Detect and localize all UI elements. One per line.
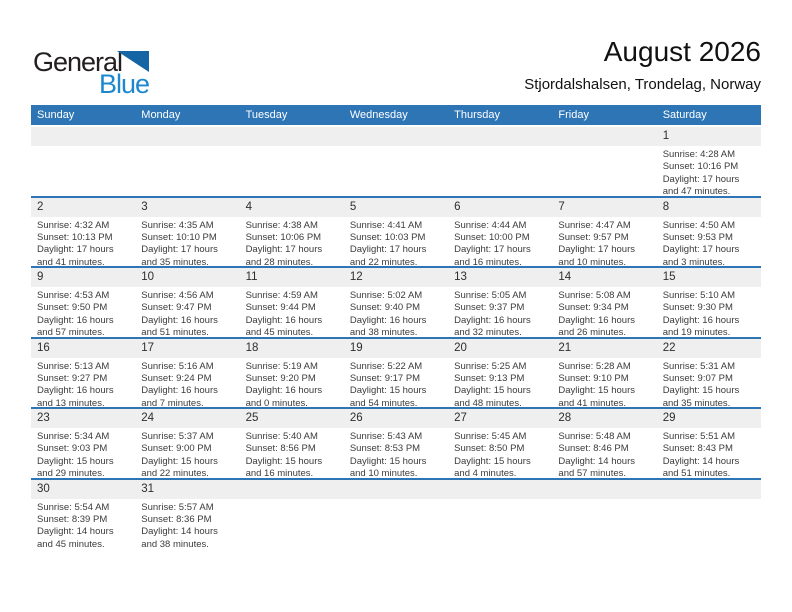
day-details bbox=[31, 217, 135, 267]
daylight-hours-text: Daylight: 15 hours bbox=[558, 385, 635, 397]
day-number: 16 bbox=[31, 339, 135, 358]
sunset-text: Sunset: 9:00 PM bbox=[141, 443, 212, 455]
day-details bbox=[135, 287, 239, 337]
daylight-minutes-text: and 38 minutes. bbox=[349, 327, 418, 337]
sunrise-text: Sunrise: 4:59 AM bbox=[245, 290, 318, 301]
title-block bbox=[524, 36, 761, 93]
empty-day-cell bbox=[344, 127, 448, 196]
weekday-label-saturday: Saturday bbox=[662, 109, 707, 121]
sunrise-text: Sunrise: 5:57 AM bbox=[141, 501, 214, 513]
day-number: 19 bbox=[344, 339, 448, 358]
day-number: 11 bbox=[240, 268, 344, 287]
daylight-minutes-text: and 7 minutes. bbox=[141, 397, 204, 407]
sunset-text: Sunset: 9:50 PM bbox=[37, 302, 108, 314]
day-number: 9 bbox=[31, 268, 135, 287]
month-title: August 2026 bbox=[603, 36, 761, 67]
daylight-minutes-text: and 10 minutes. bbox=[558, 256, 627, 266]
day-details bbox=[657, 287, 761, 337]
sunrise-text: Sunrise: 4:41 AM bbox=[349, 219, 423, 231]
daylight-hours-text: Daylight: 15 hours bbox=[454, 385, 531, 397]
empty-day-cell bbox=[657, 480, 761, 549]
daylight-minutes-text: and 38 minutes. bbox=[141, 538, 209, 548]
daylight-minutes-text: and 35 minutes. bbox=[662, 397, 731, 407]
day-details bbox=[135, 358, 239, 408]
sunrise-text: Sunrise: 5:34 AM bbox=[37, 431, 110, 442]
sunrise-text: Sunrise: 4:50 AM bbox=[662, 219, 736, 231]
daylight-hours-text: Daylight: 17 hours bbox=[245, 244, 323, 256]
sunset-text: Sunset: 9:37 PM bbox=[454, 302, 525, 314]
day-number: 5 bbox=[344, 198, 448, 217]
daylight-hours-text: Daylight: 16 hours bbox=[558, 314, 635, 326]
sunrise-text: Sunrise: 5:05 AM bbox=[454, 290, 527, 301]
sunset-text: Sunset: 8:50 PM bbox=[454, 443, 525, 455]
sunrise-text: Sunrise: 5:40 AM bbox=[245, 431, 318, 442]
week-row bbox=[31, 407, 761, 478]
day-details bbox=[135, 428, 239, 478]
day-number bbox=[135, 127, 239, 146]
sunrise-text: Sunrise: 4:38 AM bbox=[245, 219, 318, 231]
sunrise-text: Sunrise: 4:28 AM bbox=[662, 149, 736, 160]
day-details bbox=[448, 287, 552, 337]
day-number: 17 bbox=[135, 339, 239, 358]
weekday-label-monday: Monday bbox=[141, 109, 181, 121]
day-cell bbox=[31, 339, 135, 408]
daylight-hours-text: Daylight: 15 hours bbox=[245, 455, 323, 467]
daylight-hours-text: Daylight: 17 hours bbox=[662, 173, 740, 185]
day-details bbox=[344, 358, 448, 408]
daylight-hours-text: Daylight: 15 hours bbox=[454, 455, 531, 467]
day-details bbox=[552, 217, 656, 267]
day-number: 14 bbox=[552, 268, 656, 287]
day-number bbox=[552, 480, 656, 499]
day-number: 18 bbox=[240, 339, 344, 358]
day-number: 13 bbox=[448, 268, 552, 287]
day-cell bbox=[31, 198, 135, 267]
sunrise-text: Sunrise: 5:31 AM bbox=[662, 360, 736, 372]
daylight-minutes-text: and 28 minutes. bbox=[245, 256, 314, 266]
day-details bbox=[240, 287, 344, 337]
day-cell bbox=[448, 198, 552, 267]
week-row bbox=[31, 196, 761, 267]
daylight-minutes-text: and 45 minutes. bbox=[37, 538, 105, 548]
day-number: 1 bbox=[657, 127, 761, 146]
sunset-text: Sunset: 9:47 PM bbox=[141, 302, 212, 314]
sunset-text: Sunset: 9:27 PM bbox=[37, 372, 108, 384]
empty-day-cell bbox=[240, 480, 344, 549]
day-number bbox=[344, 480, 448, 499]
day-details bbox=[344, 287, 448, 337]
daylight-hours-text: Daylight: 15 hours bbox=[37, 455, 114, 467]
day-cell bbox=[448, 339, 552, 408]
sunset-text: Sunset: 9:03 PM bbox=[37, 443, 108, 455]
daylight-hours-text: Daylight: 16 hours bbox=[454, 314, 531, 326]
day-number: 29 bbox=[657, 409, 761, 428]
sunset-text: Sunset: 8:53 PM bbox=[349, 443, 421, 455]
sunrise-text: Sunrise: 4:47 AM bbox=[558, 219, 631, 231]
week-row bbox=[31, 337, 761, 408]
sunset-text: Sunset: 9:40 PM bbox=[349, 302, 421, 314]
sunrise-text: Sunrise: 5:02 AM bbox=[349, 290, 423, 301]
sunrise-text: Sunrise: 5:16 AM bbox=[141, 360, 214, 372]
daylight-minutes-text: and 0 minutes. bbox=[245, 397, 308, 407]
day-details bbox=[657, 217, 761, 267]
day-number: 7 bbox=[552, 198, 656, 217]
sunrise-text: Sunrise: 5:48 AM bbox=[558, 431, 631, 442]
daylight-hours-text: Daylight: 17 hours bbox=[37, 244, 114, 256]
daylight-minutes-text: and 29 minutes. bbox=[37, 468, 105, 478]
weekday-label-tuesday: Tuesday bbox=[245, 109, 288, 121]
day-details bbox=[31, 287, 135, 337]
daylight-minutes-text: and 51 minutes. bbox=[141, 327, 209, 337]
day-details bbox=[657, 358, 761, 408]
day-number: 25 bbox=[240, 409, 344, 428]
sunrise-text: Sunrise: 5:37 AM bbox=[141, 431, 214, 442]
day-details bbox=[240, 428, 344, 478]
sunrise-text: Sunrise: 5:13 AM bbox=[37, 360, 110, 372]
calendar-grid bbox=[31, 105, 761, 548]
day-number: 6 bbox=[448, 198, 552, 217]
sunrise-text: Sunrise: 5:51 AM bbox=[662, 431, 736, 442]
daylight-hours-text: Daylight: 15 hours bbox=[349, 385, 427, 397]
day-cell bbox=[657, 127, 761, 196]
day-number bbox=[240, 127, 344, 146]
sunset-text: Sunset: 9:17 PM bbox=[349, 372, 421, 384]
daylight-minutes-text: and 4 minutes. bbox=[454, 468, 517, 478]
day-cell bbox=[344, 198, 448, 267]
sunset-text: Sunset: 9:07 PM bbox=[662, 372, 733, 384]
sunrise-text: Sunrise: 5:22 AM bbox=[349, 360, 423, 372]
day-cell bbox=[657, 339, 761, 408]
daylight-minutes-text: and 41 minutes. bbox=[37, 256, 105, 266]
day-number bbox=[552, 127, 656, 146]
daylight-minutes-text: and 22 minutes. bbox=[349, 256, 418, 266]
daylight-minutes-text: and 19 minutes. bbox=[662, 327, 731, 337]
day-cell bbox=[240, 198, 344, 267]
day-cell bbox=[344, 268, 448, 337]
sunset-text: Sunset: 9:34 PM bbox=[558, 302, 629, 314]
sunrise-text: Sunrise: 5:08 AM bbox=[558, 290, 631, 301]
day-number: 15 bbox=[657, 268, 761, 287]
sunrise-text: Sunrise: 5:54 AM bbox=[37, 501, 110, 513]
sunset-text: Sunset: 9:13 PM bbox=[454, 372, 525, 384]
daylight-minutes-text: and 35 minutes. bbox=[141, 256, 209, 266]
day-number: 12 bbox=[344, 268, 448, 287]
day-cell bbox=[135, 339, 239, 408]
day-details bbox=[31, 499, 135, 549]
daylight-hours-text: Daylight: 16 hours bbox=[141, 385, 218, 397]
empty-day-cell bbox=[552, 127, 656, 196]
sunset-text: Sunset: 9:53 PM bbox=[662, 231, 733, 243]
sunrise-text: Sunrise: 5:28 AM bbox=[558, 360, 631, 372]
daylight-minutes-text: and 16 minutes. bbox=[454, 256, 522, 266]
day-cell bbox=[31, 480, 135, 549]
daylight-minutes-text: and 10 minutes. bbox=[349, 468, 418, 478]
day-details bbox=[657, 428, 761, 478]
empty-day-cell bbox=[344, 480, 448, 549]
sunrise-text: Sunrise: 5:19 AM bbox=[245, 360, 318, 372]
weekday-label-sunday: Sunday bbox=[37, 109, 75, 121]
day-details bbox=[344, 428, 448, 478]
daylight-hours-text: Daylight: 15 hours bbox=[349, 455, 427, 467]
day-cell bbox=[344, 339, 448, 408]
daylight-hours-text: Daylight: 17 hours bbox=[141, 244, 218, 256]
day-details bbox=[552, 287, 656, 337]
location-subtitle: Stjordalshalsen, Trondelag, Norway bbox=[524, 76, 761, 93]
day-details bbox=[448, 217, 552, 267]
daylight-minutes-text: and 57 minutes. bbox=[37, 327, 105, 337]
logo-general-text: General bbox=[33, 47, 123, 77]
day-number: 21 bbox=[552, 339, 656, 358]
day-number: 26 bbox=[344, 409, 448, 428]
sunset-text: Sunset: 8:39 PM bbox=[37, 513, 108, 525]
daylight-hours-text: Daylight: 16 hours bbox=[37, 385, 114, 397]
day-number: 23 bbox=[31, 409, 135, 428]
weekday-label-wednesday: Wednesday bbox=[349, 109, 408, 121]
empty-day-cell bbox=[31, 127, 135, 196]
day-details bbox=[31, 428, 135, 478]
day-cell bbox=[31, 268, 135, 337]
day-details bbox=[448, 358, 552, 408]
day-number: 30 bbox=[31, 480, 135, 499]
day-number bbox=[448, 127, 552, 146]
sunrise-text: Sunrise: 4:35 AM bbox=[141, 219, 214, 231]
sunset-text: Sunset: 10:06 PM bbox=[245, 231, 322, 243]
day-cell bbox=[448, 268, 552, 337]
sunset-text: Sunset: 10:13 PM bbox=[37, 231, 113, 243]
sunset-text: Sunset: 8:46 PM bbox=[558, 443, 629, 455]
day-cell bbox=[657, 198, 761, 267]
day-details bbox=[552, 358, 656, 408]
daylight-minutes-text: and 3 minutes. bbox=[662, 256, 726, 266]
daylight-hours-text: Daylight: 17 hours bbox=[662, 244, 740, 256]
sunrise-text: Sunrise: 5:25 AM bbox=[454, 360, 527, 372]
day-number: 24 bbox=[135, 409, 239, 428]
daylight-hours-text: Daylight: 17 hours bbox=[349, 244, 427, 256]
daylight-hours-text: Daylight: 16 hours bbox=[662, 314, 740, 326]
sunrise-text: Sunrise: 4:53 AM bbox=[37, 290, 110, 301]
sunset-text: Sunset: 9:10 PM bbox=[558, 372, 629, 384]
day-cell bbox=[135, 198, 239, 267]
day-cell bbox=[135, 268, 239, 337]
daylight-hours-text: Daylight: 15 hours bbox=[141, 455, 218, 467]
sunset-text: Sunset: 8:43 PM bbox=[662, 443, 733, 455]
weeks-container bbox=[31, 125, 761, 548]
day-cell bbox=[657, 409, 761, 478]
day-cell bbox=[135, 480, 239, 549]
day-cell bbox=[31, 409, 135, 478]
daylight-hours-text: Daylight: 16 hours bbox=[37, 314, 114, 326]
daylight-minutes-text: and 13 minutes. bbox=[37, 397, 105, 407]
daylight-hours-text: Daylight: 16 hours bbox=[245, 385, 323, 397]
day-number: 31 bbox=[135, 480, 239, 499]
day-number: 4 bbox=[240, 198, 344, 217]
sunset-text: Sunset: 10:03 PM bbox=[349, 231, 426, 243]
sunset-text: Sunset: 8:36 PM bbox=[141, 513, 212, 525]
general-blue-logo bbox=[33, 45, 163, 97]
day-number: 22 bbox=[657, 339, 761, 358]
empty-day-cell bbox=[135, 127, 239, 196]
daylight-minutes-text: and 48 minutes. bbox=[454, 397, 522, 407]
daylight-hours-text: Daylight: 16 hours bbox=[141, 314, 218, 326]
sunset-text: Sunset: 9:44 PM bbox=[245, 302, 316, 314]
sunrise-text: Sunrise: 4:44 AM bbox=[454, 219, 527, 231]
daylight-hours-text: Daylight: 17 hours bbox=[558, 244, 635, 256]
sunrise-text: Sunrise: 5:10 AM bbox=[662, 290, 736, 301]
day-cell bbox=[240, 268, 344, 337]
sunrise-text: Sunrise: 4:32 AM bbox=[37, 219, 110, 231]
daylight-minutes-text: and 45 minutes. bbox=[245, 327, 314, 337]
daylight-hours-text: Daylight: 16 hours bbox=[349, 314, 427, 326]
empty-day-cell bbox=[448, 127, 552, 196]
day-cell bbox=[552, 198, 656, 267]
daylight-minutes-text: and 47 minutes. bbox=[662, 186, 731, 196]
day-details bbox=[135, 499, 239, 549]
empty-day-cell bbox=[448, 480, 552, 549]
day-cell bbox=[135, 409, 239, 478]
sunset-text: Sunset: 10:16 PM bbox=[662, 161, 739, 173]
weekday-header bbox=[31, 105, 761, 125]
day-number: 27 bbox=[448, 409, 552, 428]
day-number: 20 bbox=[448, 339, 552, 358]
empty-day-cell bbox=[240, 127, 344, 196]
sunrise-text: Sunrise: 5:43 AM bbox=[349, 431, 423, 442]
daylight-hours-text: Daylight: 14 hours bbox=[37, 526, 114, 538]
day-number: 8 bbox=[657, 198, 761, 217]
day-number bbox=[448, 480, 552, 499]
week-row bbox=[31, 266, 761, 337]
day-details bbox=[240, 217, 344, 267]
day-number bbox=[240, 480, 344, 499]
day-details bbox=[240, 358, 344, 408]
day-cell bbox=[657, 268, 761, 337]
day-details bbox=[135, 217, 239, 267]
day-details bbox=[448, 428, 552, 478]
empty-day-cell bbox=[552, 480, 656, 549]
day-number bbox=[657, 480, 761, 499]
daylight-minutes-text: and 22 minutes. bbox=[141, 468, 209, 478]
sunrise-text: Sunrise: 4:56 AM bbox=[141, 290, 214, 301]
day-details bbox=[657, 146, 761, 196]
day-cell bbox=[240, 339, 344, 408]
daylight-minutes-text: and 57 minutes. bbox=[558, 468, 627, 478]
sunset-text: Sunset: 9:57 PM bbox=[558, 231, 629, 243]
day-details bbox=[552, 428, 656, 478]
daylight-minutes-text: and 32 minutes. bbox=[454, 327, 522, 337]
sunset-text: Sunset: 10:00 PM bbox=[454, 231, 530, 243]
daylight-hours-text: Daylight: 14 hours bbox=[141, 526, 218, 538]
sunrise-text: Sunrise: 5:45 AM bbox=[454, 431, 527, 442]
day-number bbox=[31, 127, 135, 146]
daylight-hours-text: Daylight: 14 hours bbox=[558, 455, 635, 467]
sunset-text: Sunset: 8:56 PM bbox=[245, 443, 316, 455]
day-cell bbox=[552, 339, 656, 408]
daylight-hours-text: Daylight: 15 hours bbox=[662, 385, 740, 397]
week-row bbox=[31, 478, 761, 549]
daylight-minutes-text: and 16 minutes. bbox=[245, 468, 314, 478]
day-cell bbox=[344, 409, 448, 478]
day-cell bbox=[240, 409, 344, 478]
daylight-hours-text: Daylight: 14 hours bbox=[662, 455, 740, 467]
daylight-hours-text: Daylight: 16 hours bbox=[245, 314, 323, 326]
daylight-hours-text: Daylight: 17 hours bbox=[454, 244, 531, 256]
sunset-text: Sunset: 9:20 PM bbox=[245, 372, 316, 384]
sunset-text: Sunset: 9:30 PM bbox=[662, 302, 733, 314]
day-details bbox=[31, 358, 135, 408]
daylight-minutes-text: and 54 minutes. bbox=[349, 397, 418, 407]
sunset-text: Sunset: 9:24 PM bbox=[141, 372, 212, 384]
weekday-label-thursday: Thursday bbox=[454, 109, 500, 121]
day-details bbox=[344, 217, 448, 267]
daylight-minutes-text: and 51 minutes. bbox=[662, 468, 731, 478]
week-row bbox=[31, 125, 761, 196]
day-number: 10 bbox=[135, 268, 239, 287]
day-number: 2 bbox=[31, 198, 135, 217]
weekday-label-friday: Friday bbox=[558, 109, 589, 121]
day-cell bbox=[448, 409, 552, 478]
daylight-minutes-text: and 41 minutes. bbox=[558, 397, 627, 407]
day-number: 3 bbox=[135, 198, 239, 217]
logo-blue-text: Blue bbox=[99, 69, 150, 99]
sunset-text: Sunset: 10:10 PM bbox=[141, 231, 217, 243]
day-cell bbox=[552, 409, 656, 478]
daylight-minutes-text: and 26 minutes. bbox=[558, 327, 627, 337]
day-cell bbox=[552, 268, 656, 337]
day-number: 28 bbox=[552, 409, 656, 428]
day-number bbox=[344, 127, 448, 146]
